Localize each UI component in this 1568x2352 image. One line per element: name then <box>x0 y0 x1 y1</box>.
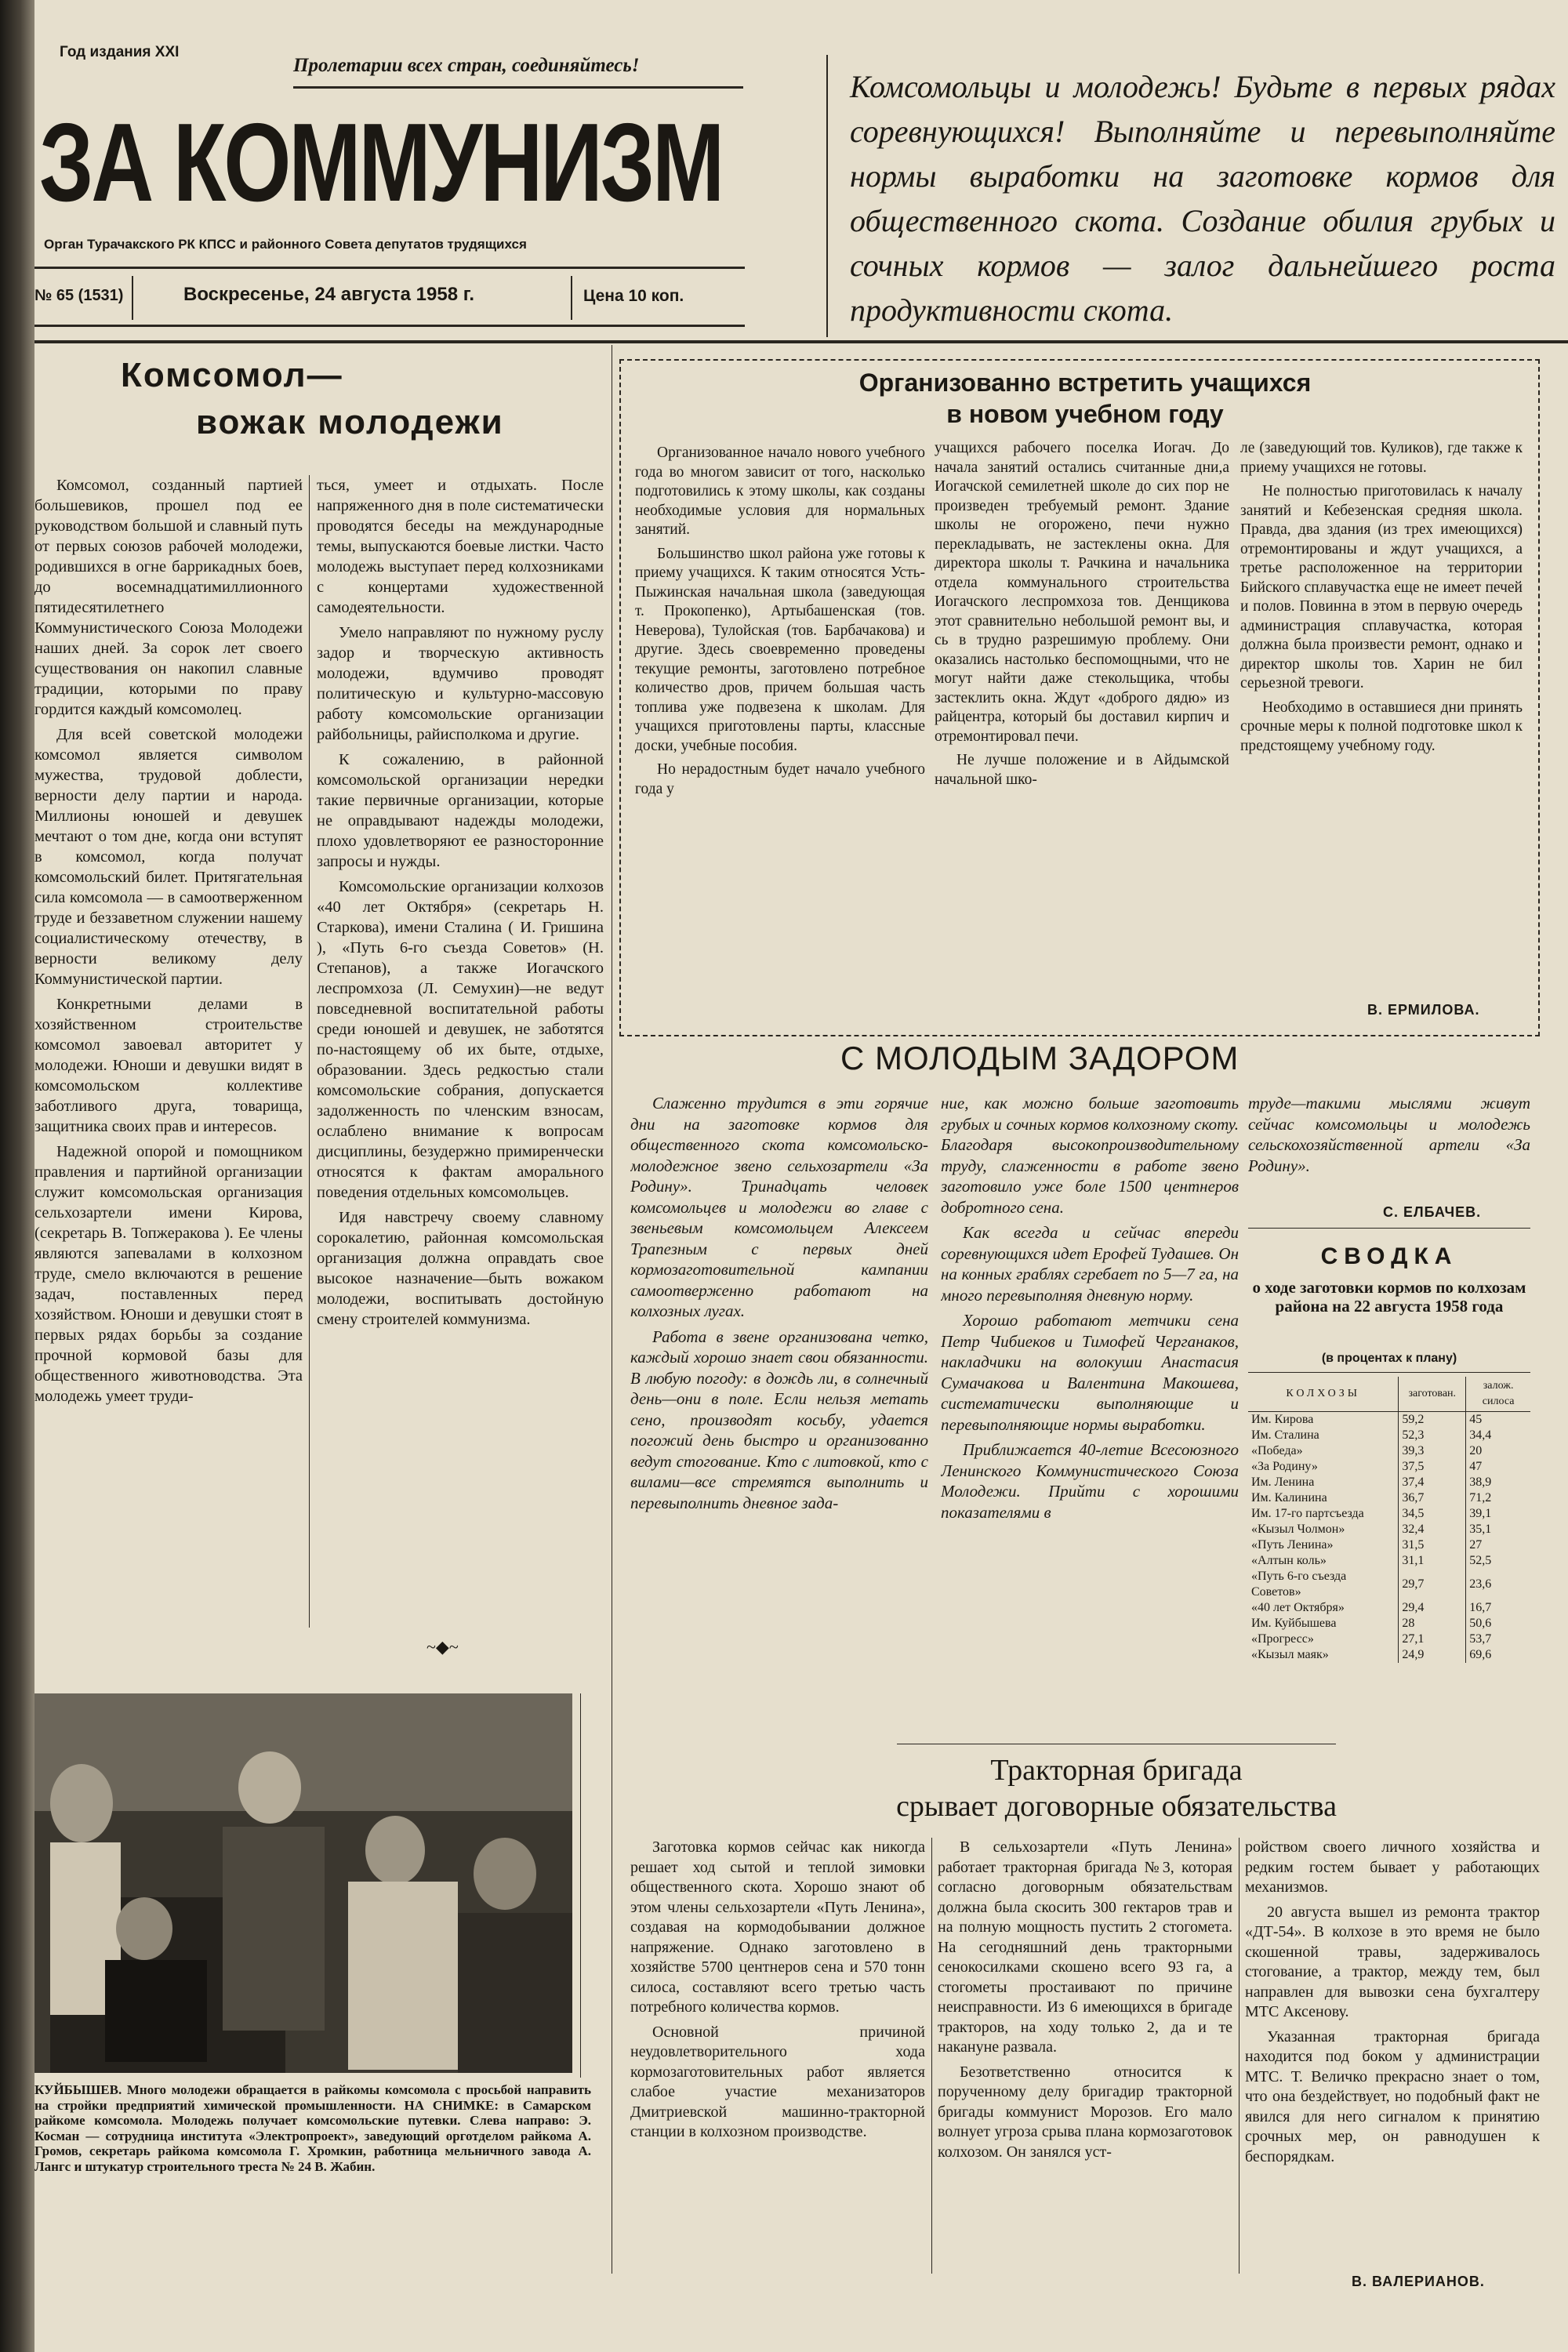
svodka-zagotovano-value: 37,5 <box>1399 1459 1466 1475</box>
svodka-zagotovano-value: 28 <box>1399 1616 1466 1632</box>
svodka-row <box>1248 1522 1530 1537</box>
svodka-kolkhoz-name: «Кызыл маяк» <box>1251 1648 1329 1661</box>
school-article-title-line2: в новом учебном году <box>946 400 1224 428</box>
svodka-zagotovano-value: 27,1 <box>1399 1632 1466 1647</box>
issue-date: Воскресенье, 24 августа 1958 г. <box>183 284 475 305</box>
issue-number: № 65 (1531) <box>34 287 124 304</box>
slogan: Пролетарии всех стран, соединяйтесь! <box>293 55 640 76</box>
brigade-column-3: ройством своего личного хозяйства и редким гостем бывает у работающих механизмов. 20 августа вышел из ремонта трактор «ДТ-54». В колхозе в это время не было скошенной травы, задерживалось стогование, а трактор, между тем, был направлен для вывозки сена бухгалтеру МТС Аксенову. Указанная тракторная бригада находится под боком у администрации МТС. Т. Величко прекрасно знает о том, что она бездействует, но подобный факт не явился для него сигналом к принятию срочных мер, он равнодушен к беспорядкам. <box>1245 1838 1540 2165</box>
svodka-row <box>1248 1600 1530 1616</box>
svodka-row <box>1248 1490 1530 1506</box>
zador-signature: С. ЕЛБАЧЕВ. <box>1383 1204 1482 1220</box>
zador-title: С МОЛОДЫМ ЗАДОРОМ <box>840 1040 1240 1076</box>
photo-illustration <box>34 1693 572 2073</box>
photo-caption: КУЙБЫШЕВ. Много молодежи обращается в райкомы комсомола с просьбой направить на стройки предприятий химической промышленности. НА СНИМКЕ: в Самарском райкоме комсомола. Молодежь получает комсомольские путевки. Слева направо: Э. Косман — сотрудница института «Электропроект», заведующий орготделом райкома А. Громов, секретарь райкома комсомола Г. Хромкин, работница мельничного завода А. Лангс и штукатур строительного треста № 24 В. Жабин. <box>34 2082 591 2174</box>
editorial-column-2: ться, умеет и отдыхать. После напряженного дня в поле систематически проводятся беседы на международные темы, выпускаются боевые листки. Часто молодежь выступает перед колхозниками с концертами художественной самодеятельности. Умело направляют по нужному руслу задор и творческую активность молодежи, вдумчиво проводят политическую и культурно-массовую работу комсомольские организации райбольницы, райисполкома и другие. К сожалению, в районной комсомольской организации нередки такие первичные организации, которые не оправдывают надежды молодежи, плохо удовлетворяют ее разносторонние запросы и нужды. Комсомольские организации колхозов «40 лет Октября» (секретарь Н. Старкова), имени Сталина ( И. Гришина ), «Путь 6-го съезда Советов» (Н. Степанов), а также Иогачского леспромхоза (Л. Семухин)—не ведут повседневной воспитательной работы среди юношей и девушек, не заботятся по-настоящему об их быте, отдыхе, образовании. Здесь редкостью стали комсомольские собрания, допускается задолженность по членским взносам, ослаблено внимание к вопросам дисциплины, безудержно примиренчески относятся к фактам аморального поведения отдельных комсомольцев. Идя навстречу своему славному сорокалетию, районная комсомольская организация должна оправдать свое высокое назначение—быть вожаком молодежи, воспитывать достойную смену строителей коммунизма. <box>317 477 604 1328</box>
svodka-title: СВОДКА <box>1320 1243 1458 1269</box>
svodka-row <box>1248 1647 1530 1663</box>
svodka-kolkhoz-name: «Победа» <box>1251 1444 1303 1457</box>
svodka-row <box>1248 1537 1530 1553</box>
svodka-row <box>1248 1428 1530 1443</box>
organ-line: Орган Турачакского РК КПСС и районного Совета депутатов трудящихся <box>44 237 527 252</box>
svodka-kolkhoz-name: «Путь 6-го съезда Советов» <box>1251 1570 1347 1599</box>
svodka-header-zagotovano: заготован. <box>1399 1377 1466 1412</box>
svodka-table <box>1248 1377 1530 1663</box>
svodka-zagotovano-value: 36,7 <box>1399 1490 1466 1506</box>
svodka-row <box>1248 1569 1530 1600</box>
svodka-silos-value: 47 <box>1466 1459 1530 1475</box>
svodka-silos-value: 45 <box>1466 1412 1530 1428</box>
svodka-silos-value: 53,7 <box>1466 1632 1530 1647</box>
svodka-row <box>1248 1616 1530 1632</box>
svodka-zagotovano-value: 24,9 <box>1399 1647 1466 1663</box>
newspaper-page <box>34 0 1568 2352</box>
svodka-silos-value: 71,2 <box>1466 1490 1530 1506</box>
svodka-silos-value: 52,5 <box>1466 1553 1530 1569</box>
svodka-row <box>1248 1506 1530 1522</box>
svodka-kolkhoz-name: «Прогресс» <box>1251 1632 1314 1646</box>
zador-column-2: ние, как можно больше заготовить грубых и сочных кормов колхозному скоту. Благодаря высокопроизводительному труду, слаженности в работе звено заготовило уже боле 1500 центнеров добротного сена. Как всегда и сейчас впереди соревнующихся идет Ерофей Тудашев. Он на конных граблях сгребает по 5—7 га, на много перевыполняя дневную норму. Хорошо работают метчики сена Петр Чибиеков и Тимофей Черганаков, накладчики на волокуши Анастасия Сумачакова и Валентина Макошева, систематически выполняющие и перевыполняющие нормы выработки. Приближается 40-летие Всесоюзного Ленинского Коммунистического Союза Молодежи. Прийти с хорошими показателями в <box>941 1094 1239 1522</box>
school-column-3: ле (заведующий тов. Куликов), где также к приему учащихся не готовы. Не полностью приготовилась к началу занятий и Кебезенская средняя школа. Правда, два здания (из трех имеющихся) отремонтированы и ждут учащихся, а третье расположенное на территории Бийского сплавучастка еще не имеет печей и полов. Повинна в этом в первую очередь администрация сплавучастка, которая должна была произвести ремонт, однако и директор школы тов. Харин не бил серьезной тревоги. Необходимо в оставшиеся дни принять срочные меры к полной подготовке школ к предстоящему учебному году. <box>1240 440 1523 754</box>
svodka-subtitle: о ходе заготовки кормов по колхозам района на 22 августа 1958 года <box>1252 1278 1526 1316</box>
svodka-zagotovano-value: 29,7 <box>1399 1569 1466 1600</box>
brigade-column-2: В сельхозартели «Путь Ленина» работает тракторная бригада №3, которая согласно договорным обязательствам должна была скосить 300 гектаров трав и на полную мощность пустить 2 стогомета. На сегодняшний день тракторными сенокосилками скошено всего 93 га, а стогометы простаивают по причине неисправности. Из 6 имеющихся в бригаде тракторов, на ходу только 2, да и те накануне развала. Безответственно относится к порученному делу бригадир тракторной бригады коммунист Морозов. Его мало волнует угроза срыва плана кормозаготовок колхозом. Он занялся уст- <box>938 1838 1232 2161</box>
ornament-divider: ~◆~ <box>426 1637 459 1657</box>
svodka-header-kolkhozy: КОЛХОЗЫ <box>1248 1377 1399 1412</box>
svodka-silos-value: 38,9 <box>1466 1475 1530 1490</box>
svodka-row <box>1248 1459 1530 1475</box>
news-photo <box>34 1693 572 2073</box>
svodka-zagotovano-value: 52,3 <box>1399 1428 1466 1443</box>
svodka-silos-value: 23,6 <box>1466 1569 1530 1600</box>
svodka-silos-value: 34,4 <box>1466 1428 1530 1443</box>
svodka-kolkhoz-name: Им. Куйбышева <box>1251 1617 1337 1630</box>
svodka-silos-value: 16,7 <box>1466 1600 1530 1616</box>
school-column-1: Организованное начало нового учебного года во многом зависит от того, насколько подготовились к этому школы, как созданы необходимые условия для нормальных занятий. Большинство школ района уже готовы к приему учащихся. К таким относятся Усть-Пыжинская начальная школа (заведующая т. Прокопенко), Артыбашенская (тов. Неверова), Тулойская (тов. Барбачакова) и другие. Здесь своевременно проведены текущие ремонты, заготовлено потребное количество дров, причем большая часть топлива уже подвезена к школам. Для учащихся приготовлены парты, классные доски, учебные пособия. Но нерадостным будет начало учебного года у <box>635 445 925 797</box>
svodka-note: (в процентах к плану) <box>1321 1352 1457 1365</box>
editorial-title-line1: Комсомол— <box>121 356 343 394</box>
svodka-row <box>1248 1443 1530 1459</box>
svodka-zagotovano-value: 32,4 <box>1399 1522 1466 1537</box>
year-label: Год издания XXI <box>60 44 180 60</box>
price: Цена 10 коп. <box>583 287 684 305</box>
brigade-column-1: Заготовка кормов сейчас как никогда решает ход сытой и теплой зимовки общественного скота. Хорошо знают об этом члены сельхозартели «Путь Ленина», создавая на кормодобывании должное напряжение. Однако заготовлено в хозяйстве 5700 центнеров сена и 570 тонн силоса, составляют всего третью часть потребного количества кормов. Основной причиной неудовлетворительного хода кормозаготовительных работ является слабое участие механизаторов Дмитриевской машинно-тракторной станции в колхозном производстве. <box>630 1838 925 2140</box>
editorial-column-1: Комсомол, созданный партией большевиков, прошел под ее руководством большой и славный путь от первых союзов рабочей молодежи, родившихся в огне баррикадных боев, до восемнадцатимиллионного пятидесятилетнего Коммунистического Союза Молодежи наших дней. За сорок лет своего существования он накопил славные традиции, которыми по праву гордится каждый комсомолец. Для всей советской молодежи комсомол является символом мужества, трудовой доблести, верности делу партии и народа. Миллионы юношей и девушек мечтают о том дне, когда они вступят в комсомол, когда получат комсомольский билет. Притягательная сила комсомола — в самоотверженном труде и беззаветном служении нашему социалистическому отечеству, в верности великому делу Коммунистической партии. Конкретными делами в хозяйственном строительстве комсомол завоевал авторитет у молодежи. Юноши и девушки видят в комсомольском коллективе заботливого друга, товарища, защитника своих прав и интересов. Надежной опорой и помощником правления и партийной организации служит комсомольская организация сельхозартели имени Кирова, (секретарь В. Топжеракова ). Ее члены являются запевалами в колхозном труде, смело включаются в решение задач, поставленных перед хозяйством. Юноши и девушки стоят в первых рядах борьбы за создание прочной кормовой базы для общественного животноводства. Эта молодежь умеет труди- <box>34 477 303 1405</box>
svodka-kolkhoz-name: «За Родину» <box>1251 1460 1318 1473</box>
zador-column-3: труде—такими мыслями живут сейчас комсомольцы и молодежь сельскохозяйственной артели «За Родину». <box>1248 1094 1530 1175</box>
svodka-kolkhoz-name: Им. 17-го партсъезда <box>1251 1507 1364 1520</box>
svodka-header-silos: залож. силоса <box>1466 1377 1530 1412</box>
appeal-text: Комсомольцы и молодежь! Будьте в первых рядах соревнующихся! Выполняйте и перевыполняйте нормы выработки на заготовке кормов для общественного скота. Создание обилия грубых и сочных кормов — залог дальнейшего роста продуктивности скота. <box>850 69 1555 328</box>
svodka-row <box>1248 1412 1530 1428</box>
svodka-kolkhoz-name: Им. Кирова <box>1251 1413 1314 1426</box>
svodka-kolkhoz-name: Им. Калинина <box>1251 1491 1327 1504</box>
svodka-zagotovano-value: 31,1 <box>1399 1553 1466 1569</box>
svodka-kolkhoz-name: «Путь Ленина» <box>1251 1538 1334 1552</box>
svodka-kolkhoz-name: Им. Сталина <box>1251 1428 1319 1442</box>
svodka-zagotovano-value: 59,2 <box>1399 1412 1466 1428</box>
brigade-title-line1: Тракторная бригада <box>990 1754 1243 1787</box>
svodka-silos-value: 27 <box>1466 1537 1530 1553</box>
svodka-silos-value: 20 <box>1466 1443 1530 1459</box>
svodka-silos-value: 35,1 <box>1466 1522 1530 1537</box>
svodka-zagotovano-value: 37,4 <box>1399 1475 1466 1490</box>
editorial-title-line2: вожак молодежи <box>196 403 504 441</box>
svodka-zagotovano-value: 34,5 <box>1399 1506 1466 1522</box>
svodka-silos-value: 50,6 <box>1466 1616 1530 1632</box>
svodka-zagotovano-value: 31,5 <box>1399 1537 1466 1553</box>
svodka-zagotovano-value: 39,3 <box>1399 1443 1466 1459</box>
svodka-kolkhoz-name: Им. Ленина <box>1251 1475 1315 1489</box>
school-article-title-line1: Организованно встретить учащихся <box>858 368 1312 397</box>
zador-column-1: Слаженно трудится в эти горячие дни на заготовке кормов для общественного скота комсомольско-молодежное звено сельхозартели «За Родину». Тринадцать человек комсомольцев и молодежи во главе с звеньевым комсомольцем Алексеем Трапезным с первых дней кормозаготовительной кампании самоотверженно работают на колхозных лугах. Работа в звене организована четко, каждый хорошо знает свои обязанности. В любую погоду: в дождь ли, в солнечный день—они в поле. Если нельзя метать сено, производят косьбу, удается погожий день быстро и организованно ведут стогование. Кто с литовкой, кто с вилами—все стремятся выполнить и перевыполнить дневное зада- <box>630 1094 928 1512</box>
svodka-row <box>1248 1553 1530 1569</box>
svodka-kolkhoz-name: «Алтын коль» <box>1251 1554 1327 1567</box>
svodka-row <box>1248 1475 1530 1490</box>
newspaper-title: ЗА КОММУНИЗМ <box>39 100 723 225</box>
school-column-2: учащихся рабочего поселка Иогач. До начала занятий остались считанные дни,а Иогачской семилетней школе до сих пор не произведен требуемый ремонт. Здание школы не огорожено, печи нужно перекладывать, не застеклены окна. Для директора школы т. Рачкина и начальника отдела коммунального строительства Иогачского леспромхоза тов. Денщикова этот сравнительно небольшой ремонт вы, и сь в трудно разрешимую проблему. Они оказались настолько беспомощными, что не могут найти даже стекольщика, чтобы застеклить окна. Ждут «доброго дядю» из райцентра, который бы доставил кирпич и отремонтировал печи. Не лучше положение и в Айдымской начальной шко- <box>935 440 1229 788</box>
binding-spine <box>0 0 34 2352</box>
svodka-silos-value: 69,6 <box>1466 1647 1530 1663</box>
school-signature: В. ЕРМИЛОВА. <box>1367 1002 1480 1018</box>
svodka-silos-value: 39,1 <box>1466 1506 1530 1522</box>
svodka-zagotovano-value: 29,4 <box>1399 1600 1466 1616</box>
svodka-row <box>1248 1632 1530 1647</box>
svodka-kolkhoz-name: «40 лет Октября» <box>1251 1601 1345 1614</box>
brigade-title-line2: срывает договорные обязательства <box>896 1790 1337 1823</box>
svodka-kolkhoz-name: «Кызыл Чолмон» <box>1251 1523 1345 1536</box>
brigade-signature: В. ВАЛЕРИАНОВ. <box>1352 2274 1485 2289</box>
